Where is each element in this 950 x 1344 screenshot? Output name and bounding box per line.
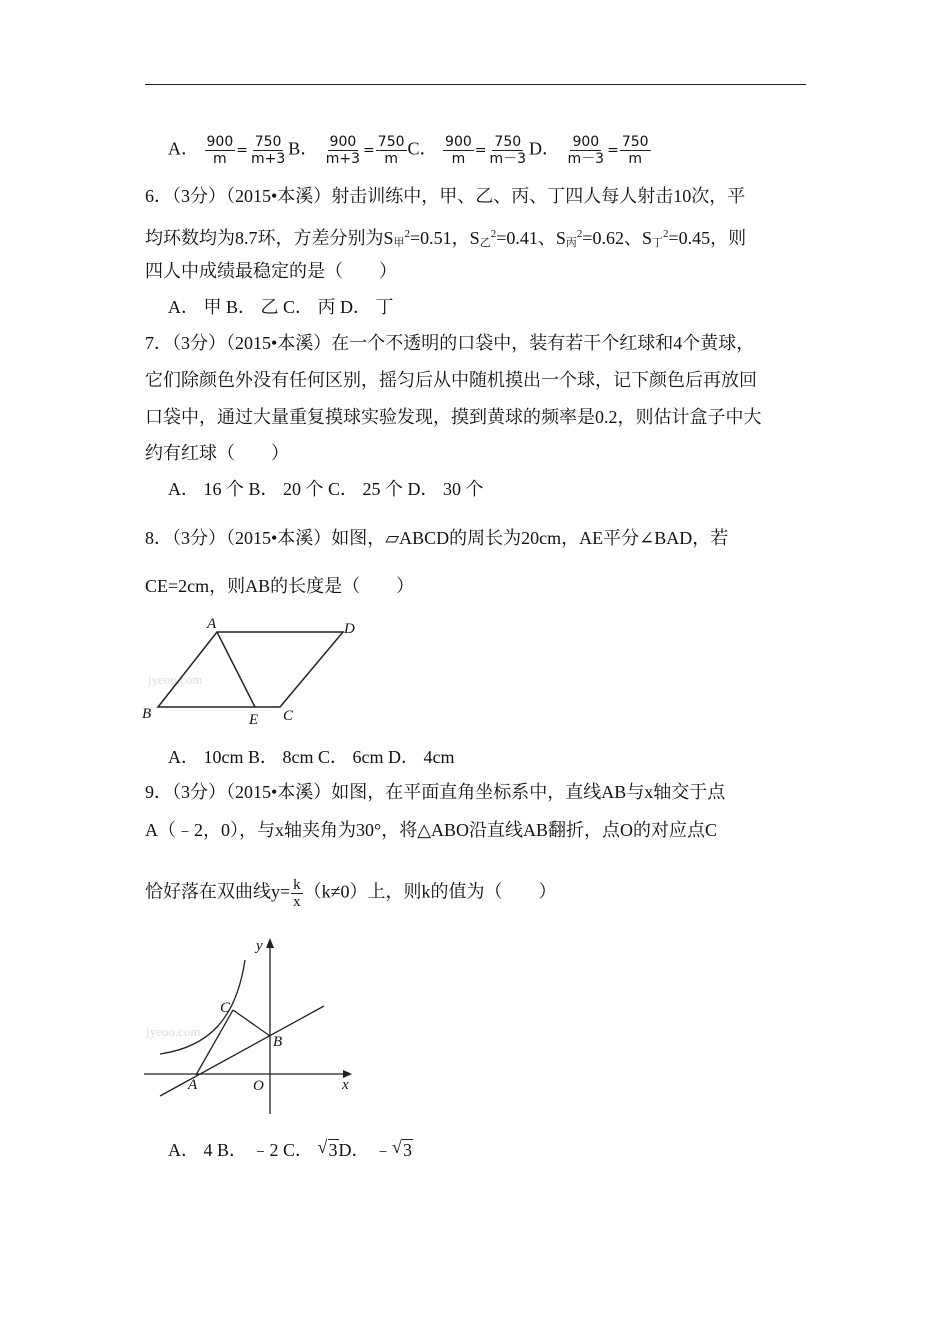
q5-a-frac2: $\frac{750}{m+3}$ — [250, 134, 286, 167]
q6-options: A． 甲 B． 乙 C． 丙 D． 丁 — [168, 297, 394, 317]
q5-b-frac1: $\frac{900}{m+3}$ — [325, 134, 361, 167]
q7-line4: 约有红球（ ） — [145, 443, 289, 463]
q9-coordinate-figure — [138, 932, 364, 1118]
axis-label-y: y — [256, 938, 263, 954]
origin-label-o: O — [253, 1078, 264, 1094]
q9-frac-k-over-x: $\frac{k}{x}$ — [293, 877, 301, 910]
q5-options: A． $\frac{900}{m}$ = $\frac{750}{m+3}$ B． $\frac{900}{m+3}$ = $\frac{750}{m}$ C． $\frac{900}{m}$ = $\frac{750}{m-3}$ D． $\frac{900}{m-3}$ = $\frac{750}{m}$ — [168, 134, 649, 167]
q9-line1: 9．（3分）（2015•本溪）如图，在平面直角坐标系中，直线AB与x轴交于点 — [145, 782, 726, 802]
watermark: jyeoo.com — [146, 1024, 201, 1039]
q5-b-frac2: $\frac{750}{m}$ — [377, 134, 405, 167]
watermark: jyeoo.com — [148, 672, 203, 687]
q5-d-frac1: $\frac{900}{m-3}$ — [567, 134, 605, 167]
q5-label-c: C． — [407, 138, 438, 159]
segment-ae — [217, 632, 255, 707]
q5-d-frac2: $\frac{750}{m}$ — [621, 134, 649, 167]
q9-line3: 恰好落在双曲线y= $\frac{k}{x}$ （k≠0）上，则k的值为（ ） — [145, 877, 557, 910]
q9-sqrt-d: √ 3 — [392, 1137, 413, 1160]
segment-cb — [233, 1010, 270, 1036]
q5-label-b: B． — [288, 138, 319, 159]
vertex-label-c: C — [283, 708, 294, 724]
line-ab — [160, 1006, 324, 1096]
point-label-a: A — [188, 1077, 198, 1093]
vertex-label-b: B — [142, 706, 152, 722]
q5-label-a: A． — [168, 138, 199, 159]
y-axis-arrow — [266, 938, 274, 948]
q8-options: A． 10cm B． 8cm C． 6cm D． 4cm — [168, 747, 455, 767]
header-rule — [145, 84, 806, 85]
q7-line1: 7．（3分）（2015•本溪）在一个不透明的口袋中，装有若干个红球和4个黄球， — [145, 333, 755, 353]
hyperbola-curve — [160, 960, 245, 1054]
q7-line2: 它们除颜色外没有任何区别，摇匀后从中随机摸出一个球，记下颜色后再放回 — [145, 370, 757, 390]
q8-parallelogram-figure — [138, 612, 370, 732]
q6-line2: 均环数均为8.7环，方差分别为S甲$^2$=0.51，S乙$^2$=0.41、S丙$^2$=0.62、S丁$^2$=0.45，则 — [145, 228, 747, 249]
vertex-label-e: E — [249, 712, 259, 728]
q6-line3: 四人中成绩最稳定的是（ ） — [145, 261, 397, 281]
q5-c-frac1: $\frac{900}{m}$ — [445, 134, 472, 167]
vertex-label-a: A — [207, 616, 217, 632]
q5-a-frac1: $\frac{900}{m}$ — [206, 134, 234, 167]
q7-line3: 口袋中，通过大量重复摸球实验发现，摸到黄球的频率是0.2，则估计盒子中大 — [145, 407, 762, 427]
vertex-label-d: D — [344, 621, 355, 637]
q8-line2: CE=2cm，则AB的长度是（ ） — [145, 576, 415, 596]
axis-label-x: x — [342, 1077, 349, 1093]
point-label-b: B — [273, 1034, 283, 1050]
q9-options: A． 4 B． ﹣2 C． √ 3D． ﹣ √ 3 — [168, 1137, 413, 1160]
q5-c-frac2: $\frac{750}{m-3}$ — [489, 134, 527, 167]
point-label-c: C — [220, 1000, 231, 1016]
q8-line1: 8．（3分）（2015•本溪）如图，▱ABCD的周长为20cm，AE平分∠BAD，若 — [145, 528, 729, 548]
parallelogram-abcd — [158, 632, 343, 707]
q9-sqrt-c: √ 3 — [317, 1137, 338, 1160]
segment-ac — [196, 1010, 233, 1075]
q6-line1: 6．（3分）（2015•本溪）射击训练中，甲、乙、丙、丁四人每人射击10次，平 — [145, 186, 746, 206]
q5-label-d: D． — [529, 138, 561, 159]
q9-line2: A（﹣2，0），与x轴夹角为30°，将△ABO沿直线AB翻折，点O的对应点C — [145, 820, 718, 840]
q7-options: A． 16 个 B． 20 个 C． 25 个 D． 30 个 — [168, 479, 484, 499]
